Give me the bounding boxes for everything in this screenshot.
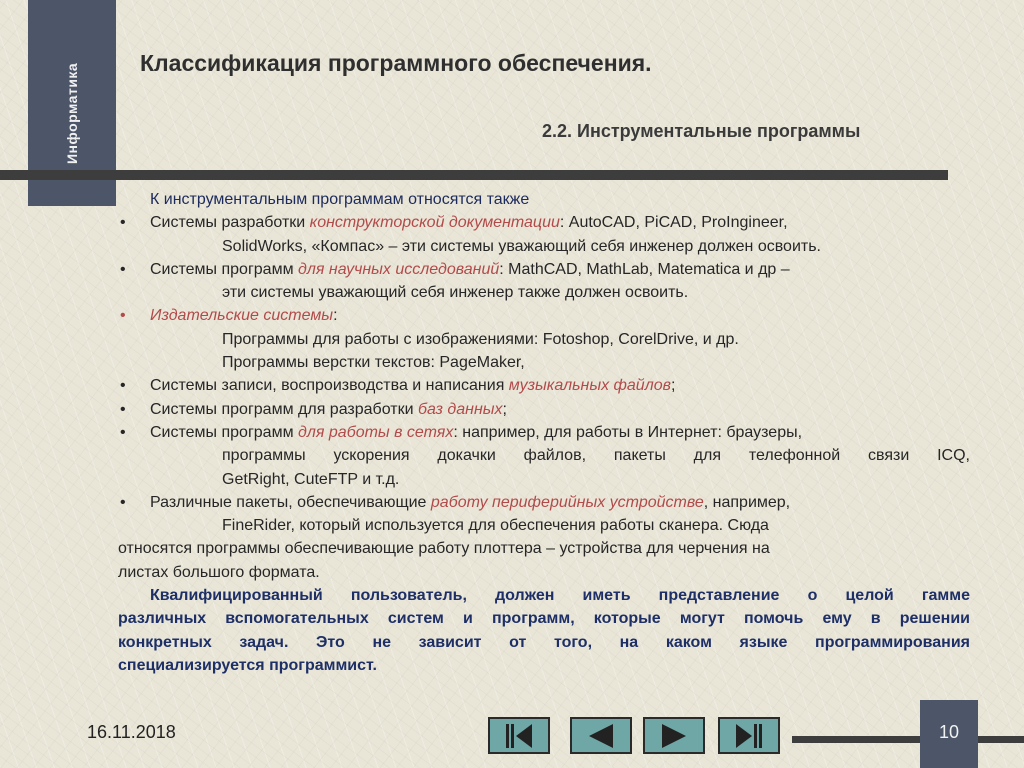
db-highlight: баз данных bbox=[417, 400, 503, 418]
bullet: • bbox=[120, 307, 126, 325]
peripherals-continuation-2: относятся программы обеспечивающие работу плоттера – устройства для черчения на bbox=[118, 540, 770, 558]
last-slide-button[interactable] bbox=[718, 717, 780, 754]
conclusion-line: специализируется программист. bbox=[118, 656, 377, 674]
conclusion-paragraph bbox=[118, 584, 970, 677]
publishing-layout-line: Программы верстки текстов: PageMaker, bbox=[222, 354, 525, 372]
page-number: 10 bbox=[938, 722, 960, 742]
bullet: • bbox=[120, 377, 126, 395]
list-item-net-continuation-2: GetRight, CuteFTP и т.д. bbox=[222, 470, 400, 488]
sidebar-subject bbox=[56, 48, 86, 168]
peripherals-continuation: FineRider, который используется для обеспечения работы сканера. Сюда bbox=[222, 517, 769, 535]
list-item-publishing: • Издательские системы: bbox=[118, 304, 970, 327]
bullet: • bbox=[120, 214, 126, 232]
footer-divider bbox=[792, 736, 1024, 743]
bullet: • bbox=[120, 260, 126, 278]
list-item-net: • Системы программ для работы в сетях: например, для работы в Интернет: браузеры, bbox=[118, 421, 970, 444]
list-item-db: • Системы программ для разработки баз данных; bbox=[118, 398, 970, 421]
bullet: • bbox=[120, 400, 126, 418]
sci-highlight: для научных исследований bbox=[298, 260, 500, 278]
first-slide-icon bbox=[501, 722, 537, 750]
peripherals-continuation-3: листах большого формата. bbox=[118, 563, 320, 581]
conclusion-line: Квалифицированный пользователь, должен иметь представление о целой гамме bbox=[150, 587, 970, 605]
list-item-cad-continuation: SolidWorks, «Компас» – эти системы уважающий себя инженер должен освоить. bbox=[222, 237, 821, 255]
list-item-net-continuation: программы ускорения докачки файлов, пакеты для телефонной связи ICQ, bbox=[222, 447, 970, 465]
cad-highlight: конструкторской документации bbox=[309, 214, 560, 232]
page-title: Классификация программного обеспечения. bbox=[140, 50, 652, 76]
sidebar-subject-text: Информатика bbox=[64, 62, 80, 164]
conclusion-line: конкретных задач. Это не зависит от того, на каком языке программирования bbox=[118, 633, 970, 651]
intro-line: К инструментальным программам относятся также bbox=[150, 191, 530, 208]
next-slide-button[interactable] bbox=[643, 717, 705, 754]
peripherals-highlight: работу периферийных устройстве bbox=[430, 493, 704, 511]
previous-slide-icon bbox=[583, 722, 619, 750]
net-highlight: для работы в сетях bbox=[298, 423, 454, 441]
list-item-peripherals: • Различные пакеты, обеспечивающие работу периферийных устройстве, например, bbox=[118, 491, 970, 514]
next-slide-icon bbox=[656, 722, 692, 750]
last-slide-icon bbox=[731, 722, 767, 750]
slide-date: 16.11.2018 bbox=[87, 722, 176, 742]
previous-slide-button[interactable] bbox=[570, 717, 632, 754]
list-item-sci: • Системы программ для научных исследований: MathCAD, MathLab, Matematica и др – bbox=[118, 258, 970, 281]
conclusion-line: различных вспомогательных систем и программ, которые могут помочь ему в решении bbox=[118, 610, 970, 628]
section-subtitle: 2.2. Инструментальные программы bbox=[542, 121, 861, 141]
list-item-sci-continuation: эти системы уважающий себя инженер также должен освоить. bbox=[222, 284, 689, 302]
header-divider bbox=[0, 170, 948, 180]
first-slide-button[interactable] bbox=[488, 717, 550, 754]
list-item-cad: • Системы разработки конструкторской документации: AutoCAD, PiCAD, ProIngineer, bbox=[118, 211, 970, 234]
publishing-images-line: Программы для работы с изображениями: Fotoshop, CorelDrive, и др. bbox=[222, 330, 739, 348]
publishing-highlight: Издательские системы bbox=[150, 307, 334, 325]
slide-content bbox=[118, 188, 970, 677]
music-highlight: музыкальных файлов bbox=[508, 377, 671, 395]
list-item-music: • Системы записи, воспроизводства и написания музыкальных файлов; bbox=[118, 374, 970, 397]
bullet: • bbox=[120, 493, 126, 511]
bullet: • bbox=[120, 423, 126, 441]
